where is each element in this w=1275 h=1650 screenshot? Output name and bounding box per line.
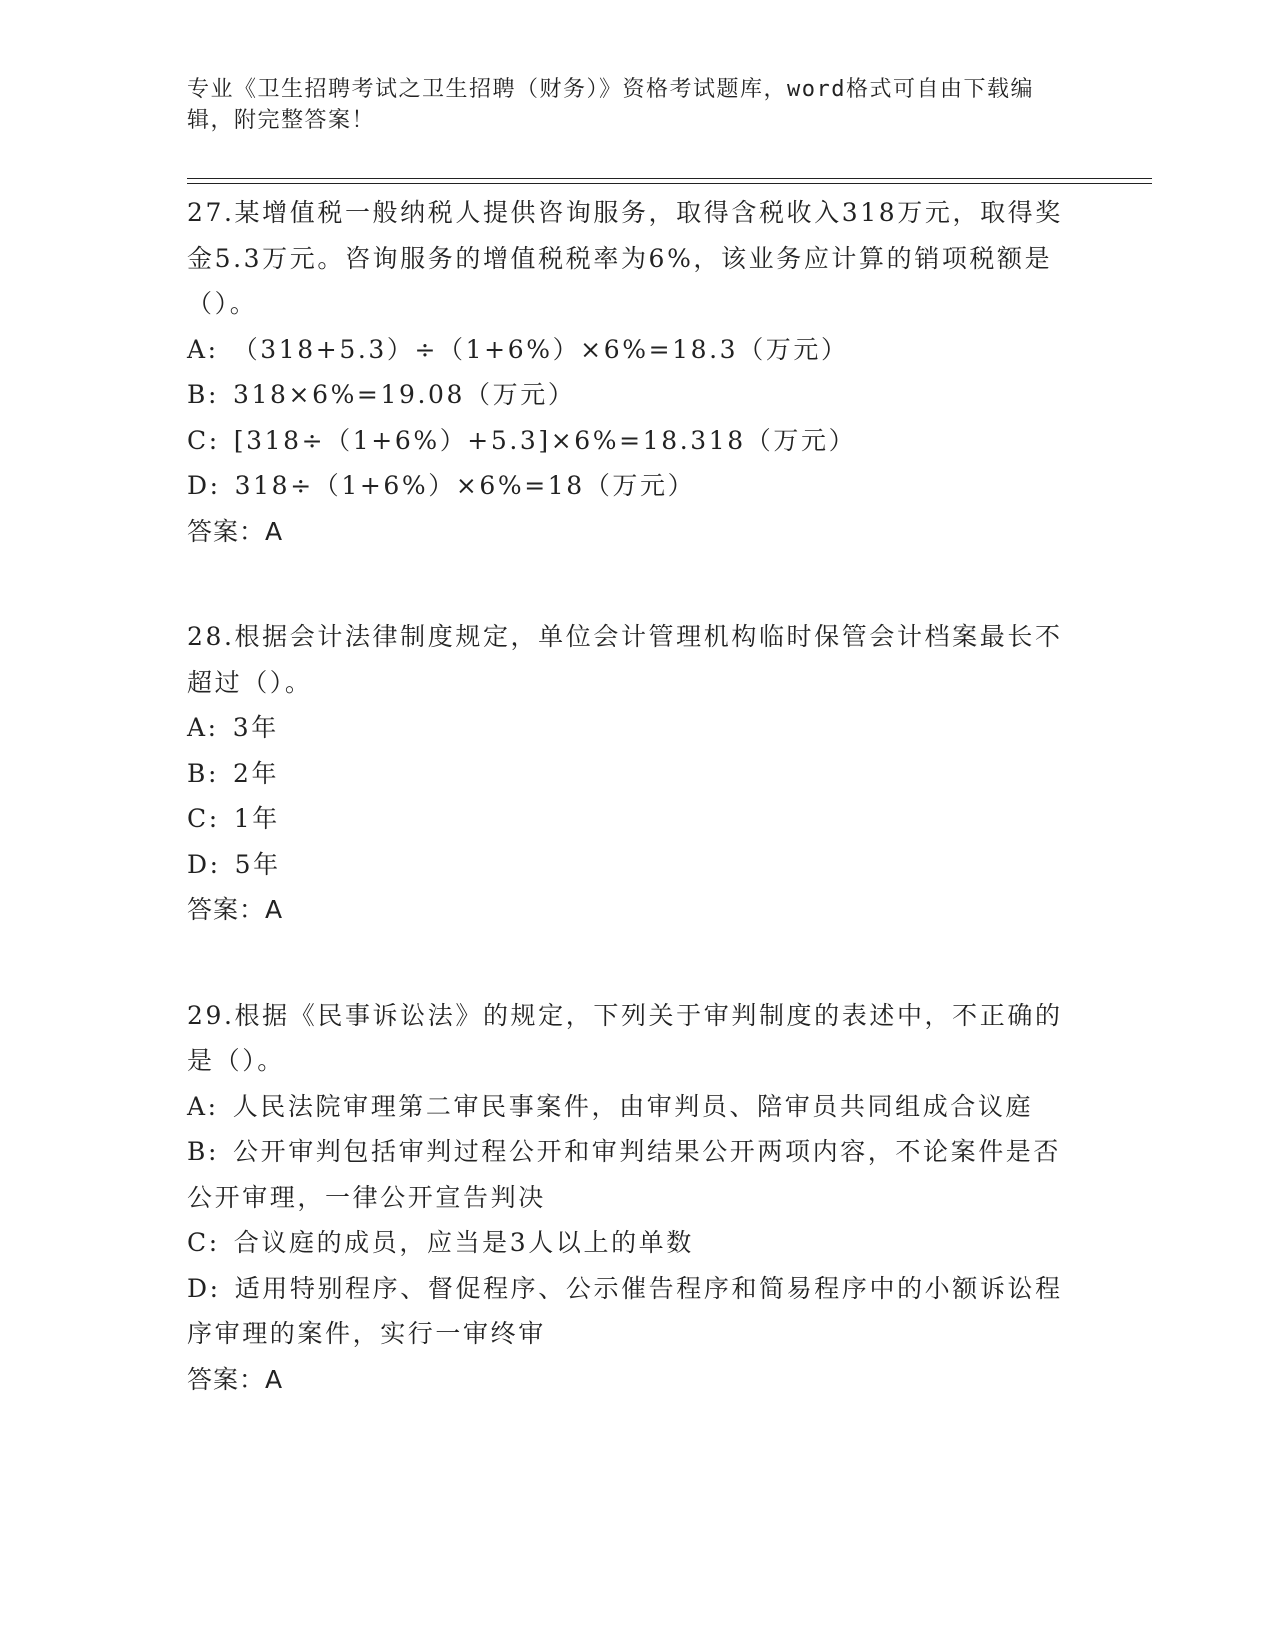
option-key: B: bbox=[187, 1137, 219, 1166]
document-header: 专业《卫生招聘考试之卫生招聘（财务）》资格考试题库，word格式可自由下载编辑，附完整答案！ bbox=[187, 77, 1034, 133]
option-text: 318×6%=19.08（万元） bbox=[233, 380, 576, 409]
option-text: 318÷（1+6%）×6%=18（万元） bbox=[234, 471, 696, 500]
answer-line: 答案：A bbox=[187, 1364, 284, 1394]
question-list bbox=[187, 190, 1077, 1462]
option-text: [318÷（1+6%）+5.3]×6%=18.318（万元） bbox=[233, 425, 857, 455]
option-text: 3年 bbox=[232, 713, 279, 742]
option-b bbox=[187, 372, 1077, 418]
option-c bbox=[187, 796, 1077, 842]
option-key: C: bbox=[187, 1228, 220, 1257]
option-key: D: bbox=[187, 1273, 221, 1303]
question-stem: 28.根据会计法律制度规定，单位会计管理机构临时保管会计档案最长不超过（）。 bbox=[187, 622, 1063, 697]
option-d bbox=[187, 842, 1077, 888]
option-text: （318+5.3）÷（1+6%）×6%=18.3（万元） bbox=[232, 334, 849, 364]
question-27 bbox=[187, 190, 1077, 554]
option-b bbox=[187, 751, 1077, 797]
header-divider-bottom bbox=[187, 183, 1152, 184]
question-28 bbox=[187, 614, 1077, 933]
option-key: D: bbox=[187, 471, 221, 500]
option-text: 人民法院审理第二审民事案件，由审判员、陪审员共同组成合议庭 bbox=[232, 1091, 1034, 1121]
option-key: B: bbox=[187, 380, 219, 409]
option-text: 2年 bbox=[233, 758, 280, 788]
option-text: 公开审判包括审判过程公开和审判结果公开两项内容，不论案件是否公开审理，一律公开宣告判决 bbox=[187, 1137, 1062, 1212]
option-key: B: bbox=[187, 758, 219, 788]
option-text: 合议庭的成员，应当是3人以上的单数 bbox=[233, 1228, 694, 1257]
option-key: A: bbox=[187, 1091, 219, 1121]
answer-line: 答案：A bbox=[187, 895, 284, 924]
option-c bbox=[187, 418, 1077, 464]
option-a bbox=[187, 705, 1077, 751]
option-d bbox=[187, 463, 1077, 509]
option-key: D: bbox=[187, 849, 221, 879]
option-text: 1年 bbox=[233, 804, 280, 833]
option-text: 适用特别程序、督促程序、公示催告程序和简易程序中的小额诉讼程序审理的案件，实行一审终审 bbox=[187, 1273, 1063, 1348]
option-key: C: bbox=[187, 804, 220, 833]
option-b bbox=[187, 1129, 1077, 1220]
answer-line: 答案：A bbox=[187, 516, 284, 546]
question-stem: 29.根据《民事诉讼法》的规定，下列关于审判制度的表述中，不正确的是（）。 bbox=[187, 1000, 1063, 1075]
option-key: C: bbox=[187, 425, 220, 455]
option-key: A: bbox=[187, 713, 219, 742]
question-stem: 27.某增值税一般纳税人提供咨询服务，取得含税收入318万元，取得奖金5.3万元。咨询服务的增值税税率为6%，该业务应计算的销项税额是（）。 bbox=[187, 198, 1063, 318]
option-d bbox=[187, 1266, 1077, 1357]
option-c bbox=[187, 1220, 1077, 1266]
option-key: A: bbox=[187, 334, 219, 364]
option-text: 5年 bbox=[234, 849, 281, 879]
option-a bbox=[187, 1084, 1077, 1130]
option-a bbox=[187, 327, 1077, 373]
header-divider-top bbox=[187, 178, 1152, 179]
question-29 bbox=[187, 993, 1077, 1403]
